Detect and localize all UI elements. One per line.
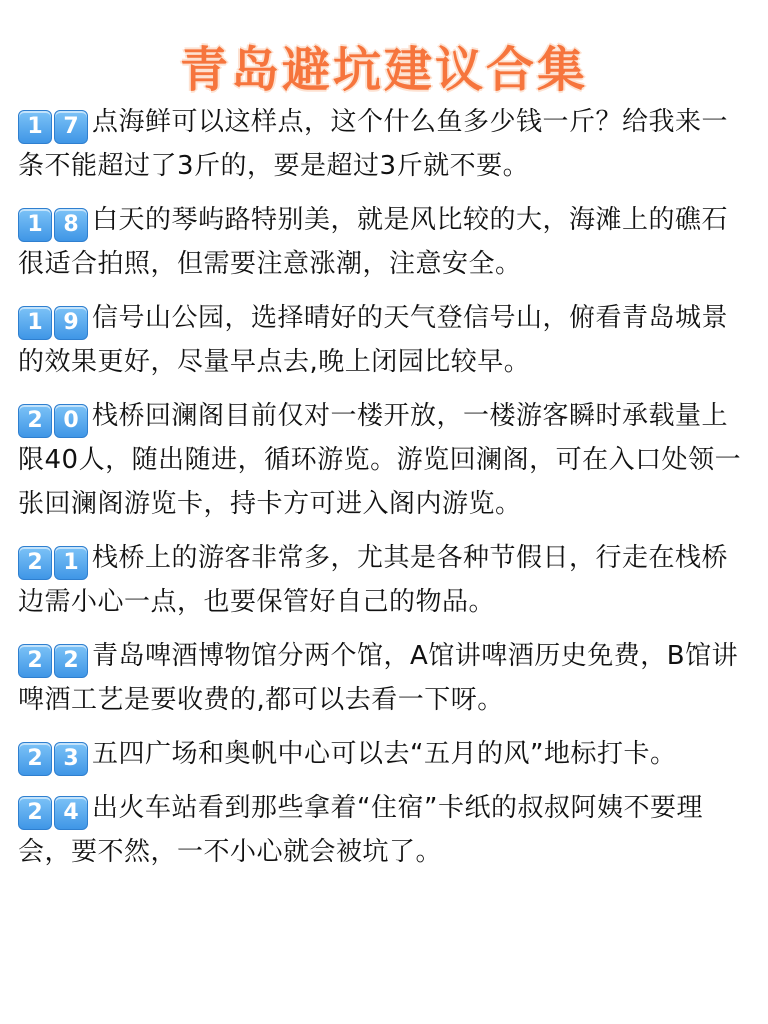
tip-text: 点海鲜可以这样点，这个什么鱼多少钱一斤？给我来一条不能超过了3斤的，要是超过3斤就不要。: [18, 107, 729, 181]
tip-text: 白天的琴屿路特别美，就是风比较的大，海滩上的礁石很适合拍照，但需要注意涨潮，注意安全。: [18, 205, 729, 279]
tip-item: [18, 100, 752, 188]
keycap-digit-icon: 3: [54, 742, 88, 776]
keycap-digit-icon: 2: [18, 644, 52, 678]
tip-item: [18, 786, 752, 874]
tips-list: [18, 100, 752, 884]
keycap-digit-icon: 2: [18, 742, 52, 776]
tip-item: [18, 198, 752, 286]
keycap-digit-icon: 1: [54, 546, 88, 580]
tip-text: 五四广场和奥帆中心可以去“五月的风”地标打卡。: [92, 739, 677, 769]
tip-item: [18, 296, 752, 384]
tip-text: 栈桥上的游客非常多，尤其是各种节假日，行走在栈桥边需小心一点，也要保管好自己的物品。: [18, 543, 729, 617]
tip-number-badge: [18, 742, 88, 776]
tip-number-badge: [18, 644, 88, 678]
tip-number-badge: [18, 404, 88, 438]
tip-number-badge: [18, 110, 88, 144]
keycap-digit-icon: 2: [18, 796, 52, 830]
keycap-digit-icon: 2: [54, 644, 88, 678]
keycap-digit-icon: 2: [18, 404, 52, 438]
tip-text: 青岛啤酒博物馆分两个馆，A馆讲啤酒历史免费，B馆讲啤酒工艺是要收费的,都可以去看一下呀。: [18, 641, 739, 715]
tip-item: [18, 634, 752, 722]
tip-item: [18, 394, 752, 526]
keycap-digit-icon: 1: [18, 110, 52, 144]
tip-text: 出火车站看到那些拿着“住宿”卡纸的叔叔阿姨不要理会，要不然，一不小心就会被坑了。: [18, 793, 703, 867]
keycap-digit-icon: 4: [54, 796, 88, 830]
keycap-digit-icon: 9: [54, 306, 88, 340]
keycap-digit-icon: 0: [54, 404, 88, 438]
tip-text: 信号山公园，选择晴好的天气登信号山，俯看青岛城景的效果更好，尽量早点去,晚上闭园比较早。: [18, 303, 729, 377]
keycap-digit-icon: 8: [54, 208, 88, 242]
keycap-digit-icon: 2: [18, 546, 52, 580]
keycap-digit-icon: 1: [18, 306, 52, 340]
page-title: 青岛避坑建议合集: [179, 42, 588, 99]
tip-number-badge: [18, 306, 88, 340]
tip-number-badge: [18, 796, 88, 830]
keycap-digit-icon: 1: [18, 208, 52, 242]
tip-item: [18, 536, 752, 624]
tip-item: [18, 732, 752, 776]
tip-number-badge: [18, 546, 88, 580]
tip-text: 栈桥回澜阁目前仅对一楼开放，一楼游客瞬时承载量上限40人，随出随进，循环游览。游览回澜阁，可在入口处领一张回澜阁游览卡，持卡方可进入阁内游览。: [18, 401, 742, 519]
keycap-digit-icon: 7: [54, 110, 88, 144]
tip-number-badge: [18, 208, 88, 242]
